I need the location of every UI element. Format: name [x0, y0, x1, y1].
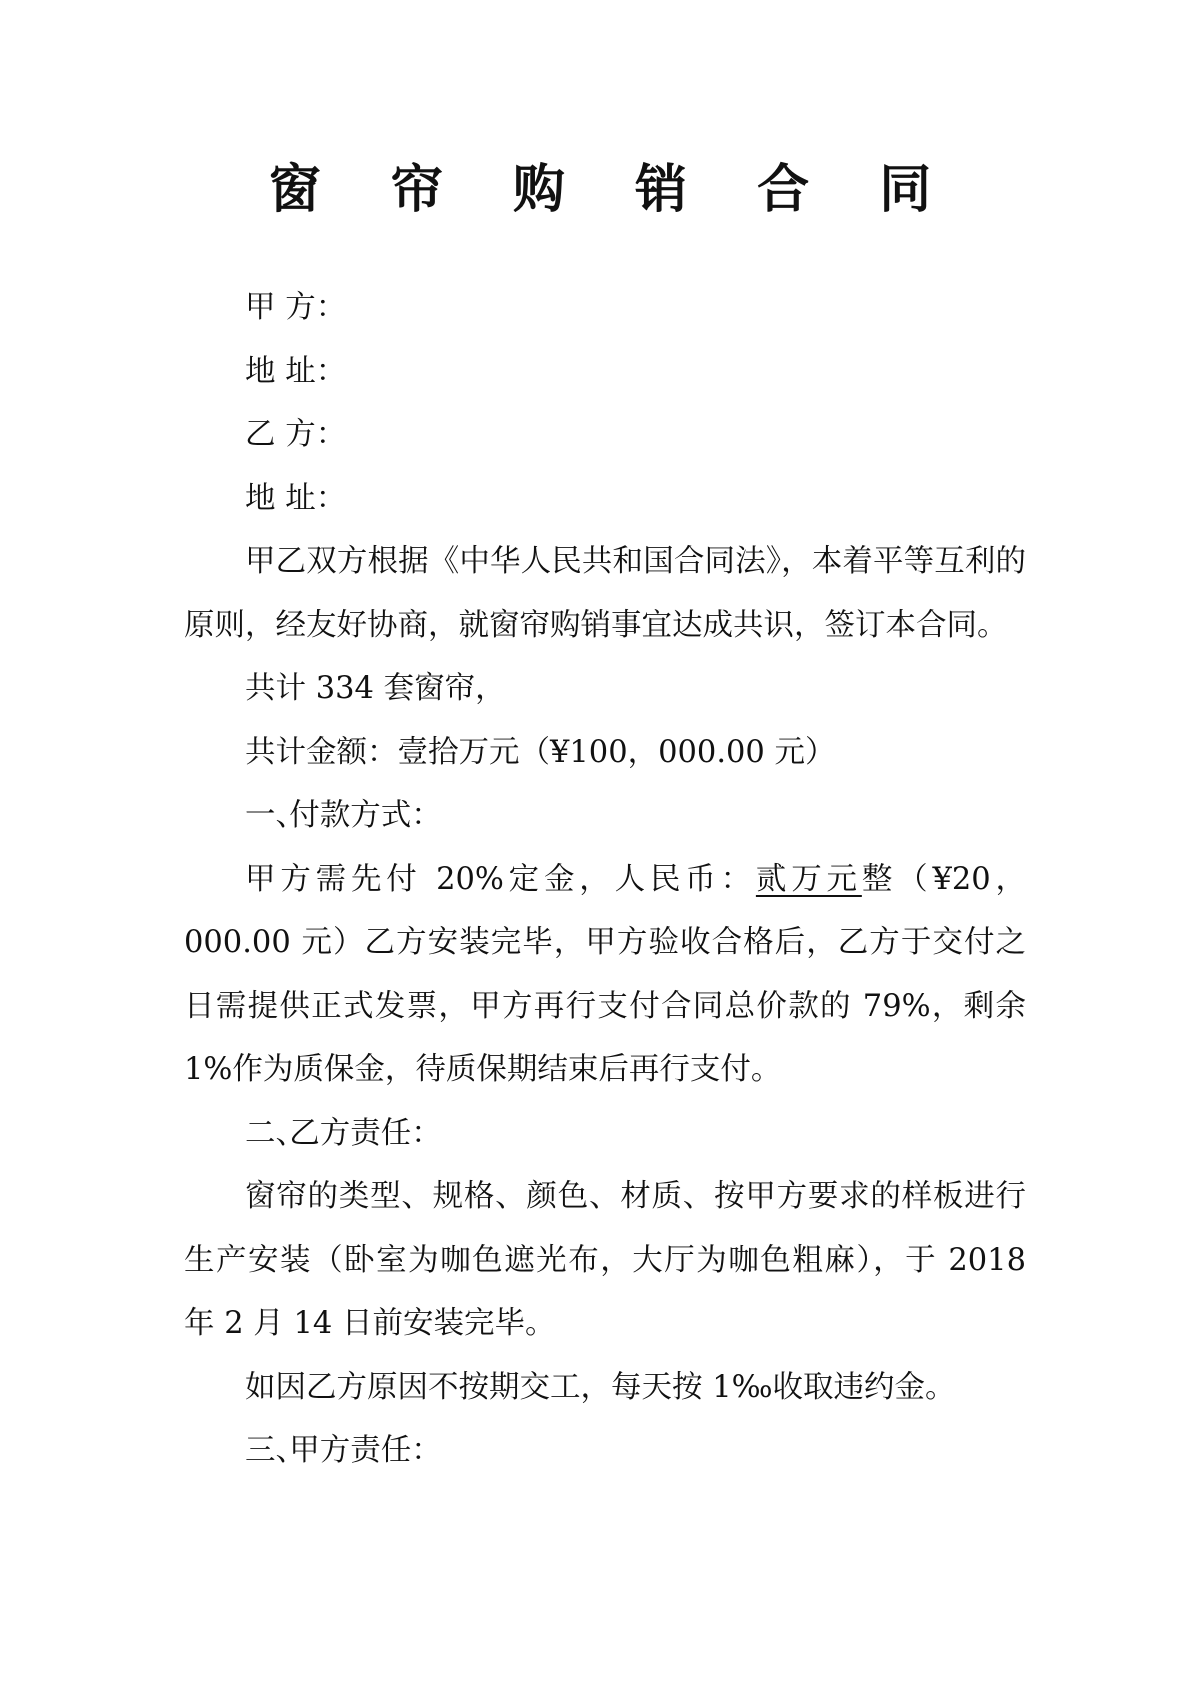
contract-body: [184, 276, 1026, 1483]
party-a-address-field: 地 址：: [245, 353, 347, 389]
penalty-paragraph: 如因乙方原因不按期交工，每天按 1‰收取违约金。: [245, 1369, 956, 1405]
section-number: 二、: [245, 1115, 306, 1151]
section-title: 乙方责任：: [289, 1115, 442, 1151]
payment-text-before: 甲方需先付 20%定金，人民币：: [245, 861, 756, 897]
section-number: 一、: [245, 798, 306, 833]
party-a-field: 甲 方：: [245, 290, 347, 325]
total-quantity: 共计 334 套窗帘，: [245, 671, 506, 706]
party-b-field: 乙 方：: [245, 417, 347, 452]
payment-paragraph: [184, 848, 1026, 1102]
payment-text-after: 整（¥20，000.00 元）乙方安装完毕，甲方验收合格后，乙方于交付之日需提供正式发票，甲方再行支付合同总价款的 79%，剩余 1%作为质保金，待质保期结束后再行支付。: [184, 861, 1027, 1087]
section-number: 三、: [245, 1433, 306, 1468]
section-heading-party-b-duties: [184, 1102, 1026, 1166]
preamble-paragraph: 甲乙双方根据《中华人民共和国合同法》，本着平等互利的原则，经友好协商，就窗帘购销事宜达成共识，签订本合同。: [184, 544, 1026, 643]
party-b-address-field: 地 址：: [245, 480, 347, 516]
deposit-amount-underlined: 贰万元: [755, 861, 862, 897]
total-amount: 共计金额：壹拾万元（¥100，000.00 元）: [245, 734, 836, 770]
section-title: 付款方式：: [289, 798, 442, 833]
document-title: 窗 帘 购 销 合 同: [268, 159, 958, 220]
party-b-duties-paragraph: 窗帘的类型、规格、颜色、材质、按甲方要求的样板进行生产安装（卧室为咖色遮光布，大厅为咖色粗麻），于 2018 年 2 月 14 日前安装完毕。: [184, 1179, 1026, 1341]
section-heading-party-a-duties: [184, 1419, 1026, 1483]
section-title: 甲方责任：: [289, 1433, 442, 1468]
section-heading-payment: [184, 784, 1026, 848]
